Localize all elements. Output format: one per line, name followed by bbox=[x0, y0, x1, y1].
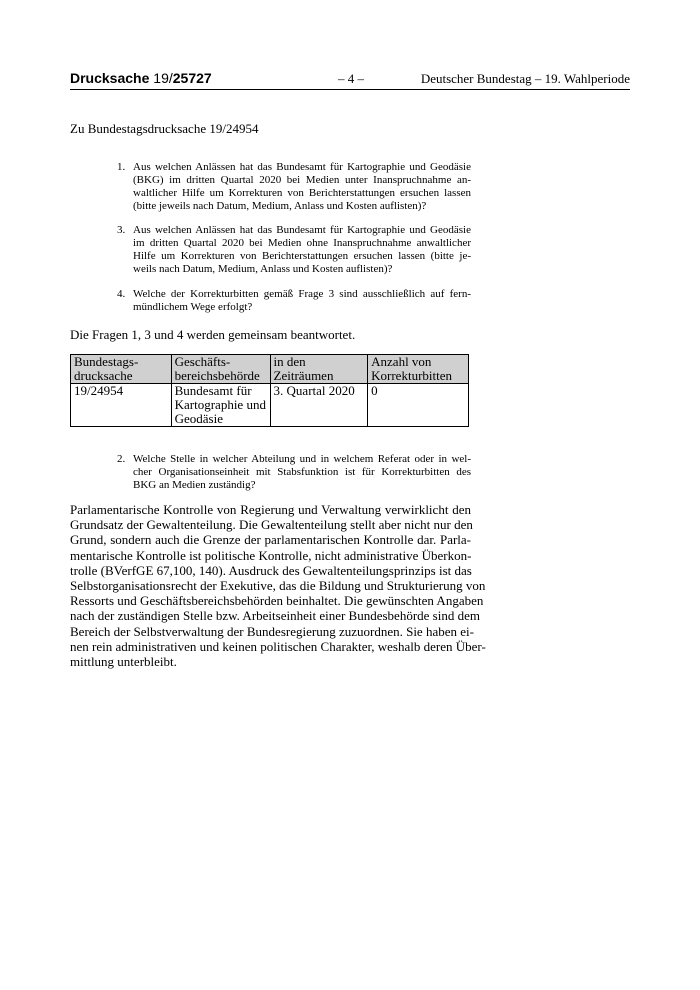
page-number: – 4 – bbox=[338, 71, 364, 86]
question-number: 2. bbox=[117, 453, 126, 465]
table-cell: 19/24954 bbox=[71, 384, 172, 427]
question-text: Welche der Korrekturbitten gemäß Frage 3 sind ausschließlich auf fern- mündlichem Wege erfolgt? bbox=[133, 288, 471, 313]
table-header-cell: Geschäfts- bereichsbehörde bbox=[171, 355, 270, 384]
table-header-row bbox=[71, 355, 469, 384]
parliament-period: Deutscher Bundestag – 19. Wahlperiode bbox=[420, 71, 630, 86]
question-item bbox=[117, 161, 471, 213]
question-number: 4. bbox=[117, 288, 126, 300]
table-cell: Bundesamt für Kartographie und Geodäsie bbox=[171, 384, 270, 427]
header-divider bbox=[70, 89, 630, 90]
table-header-cell: Anzahl von Korrekturbitten bbox=[368, 355, 469, 384]
page-header bbox=[70, 70, 630, 90]
question-text: Welche Stelle in welcher Abteilung und in welchem Referat oder in wel- cher Organisationseinheit mit Stabsfunktion ist für Korrekturbitten des BKG an Medien zuständig? bbox=[133, 453, 471, 491]
reference-line: Zu Bundestagsdrucksache 19/24954 bbox=[70, 121, 259, 136]
answer-paragraph: Parlamentarische Kontrolle von Regierung und Verwaltung verwirklicht den Grundsatz der Gewaltenteilung. Die Gewaltenteilung stellt aber nicht nur den Grund, sondern auch die Grenze der parlamentarischen Kontrolle dar. Parla- mentarische Kontrolle ist politische Kontrolle, nicht administrative Überkon- trolle (BVerfGE 67,100, 140). Ausdruck des Gewaltenteilungsprinzips ist das Selbstorganisationsrecht der Exekutive, das die Bildung und Strukturierung von Ressorts und Geschäftsbereichsbehörden beinhaltet. Die gewünschten Angaben nach der zuständigen Stelle bzw. Arbeitseinheit einer Bundesbehörde sind dem Bereich der Selbstverwaltung der Bundesregierung zuzuordnen. Sie haben ei- nen rein administrativen und keinen politischen Charakter, weshalb deren Über- mittlung unterbleibt. bbox=[70, 502, 486, 670]
question-text: Aus welchen Anlässen hat das Bundesamt für Kartographie und Geodäsie (BKG) im dritten Quartal 2020 bei Medien unter Inanspruchnahme an- waltlicher Hilfe um Korrekturen von Berichterstattungen ersuchen lassen (bitte jeweils nach Datum, Medium, Anlass und Kosten auflisten)? bbox=[133, 161, 471, 212]
document-number: Drucksache 19/25727 bbox=[70, 70, 212, 86]
table-header-cell: Bundestags- drucksache bbox=[71, 355, 172, 384]
question-item bbox=[117, 288, 471, 314]
table-cell: 3. Quartal 2020 bbox=[270, 384, 368, 427]
question-number: 1. bbox=[117, 161, 126, 173]
table-header-cell: in den Zeiträumen bbox=[270, 355, 368, 384]
question-text: Aus welchen Anlässen hat das Bundesamt für Kartographie und Geodäsie im dritten Quartal 2020 bei Medien ohne Inanspruchnahme anwaltlicher Hilfe um Korrekturen von Berichterstattungen ersuchen lassen (bitte je- weils nach Datum, Medium, Anlass und Kosten auflisten)? bbox=[133, 224, 471, 275]
combined-answer-note: Die Fragen 1, 3 und 4 werden gemeinsam beantwortet. bbox=[70, 327, 356, 342]
question-number: 3. bbox=[117, 224, 126, 236]
question-item bbox=[117, 224, 471, 276]
table-row bbox=[71, 384, 469, 427]
table-cell: 0 bbox=[368, 384, 469, 427]
question-item bbox=[117, 453, 471, 492]
answer-table bbox=[70, 354, 469, 427]
